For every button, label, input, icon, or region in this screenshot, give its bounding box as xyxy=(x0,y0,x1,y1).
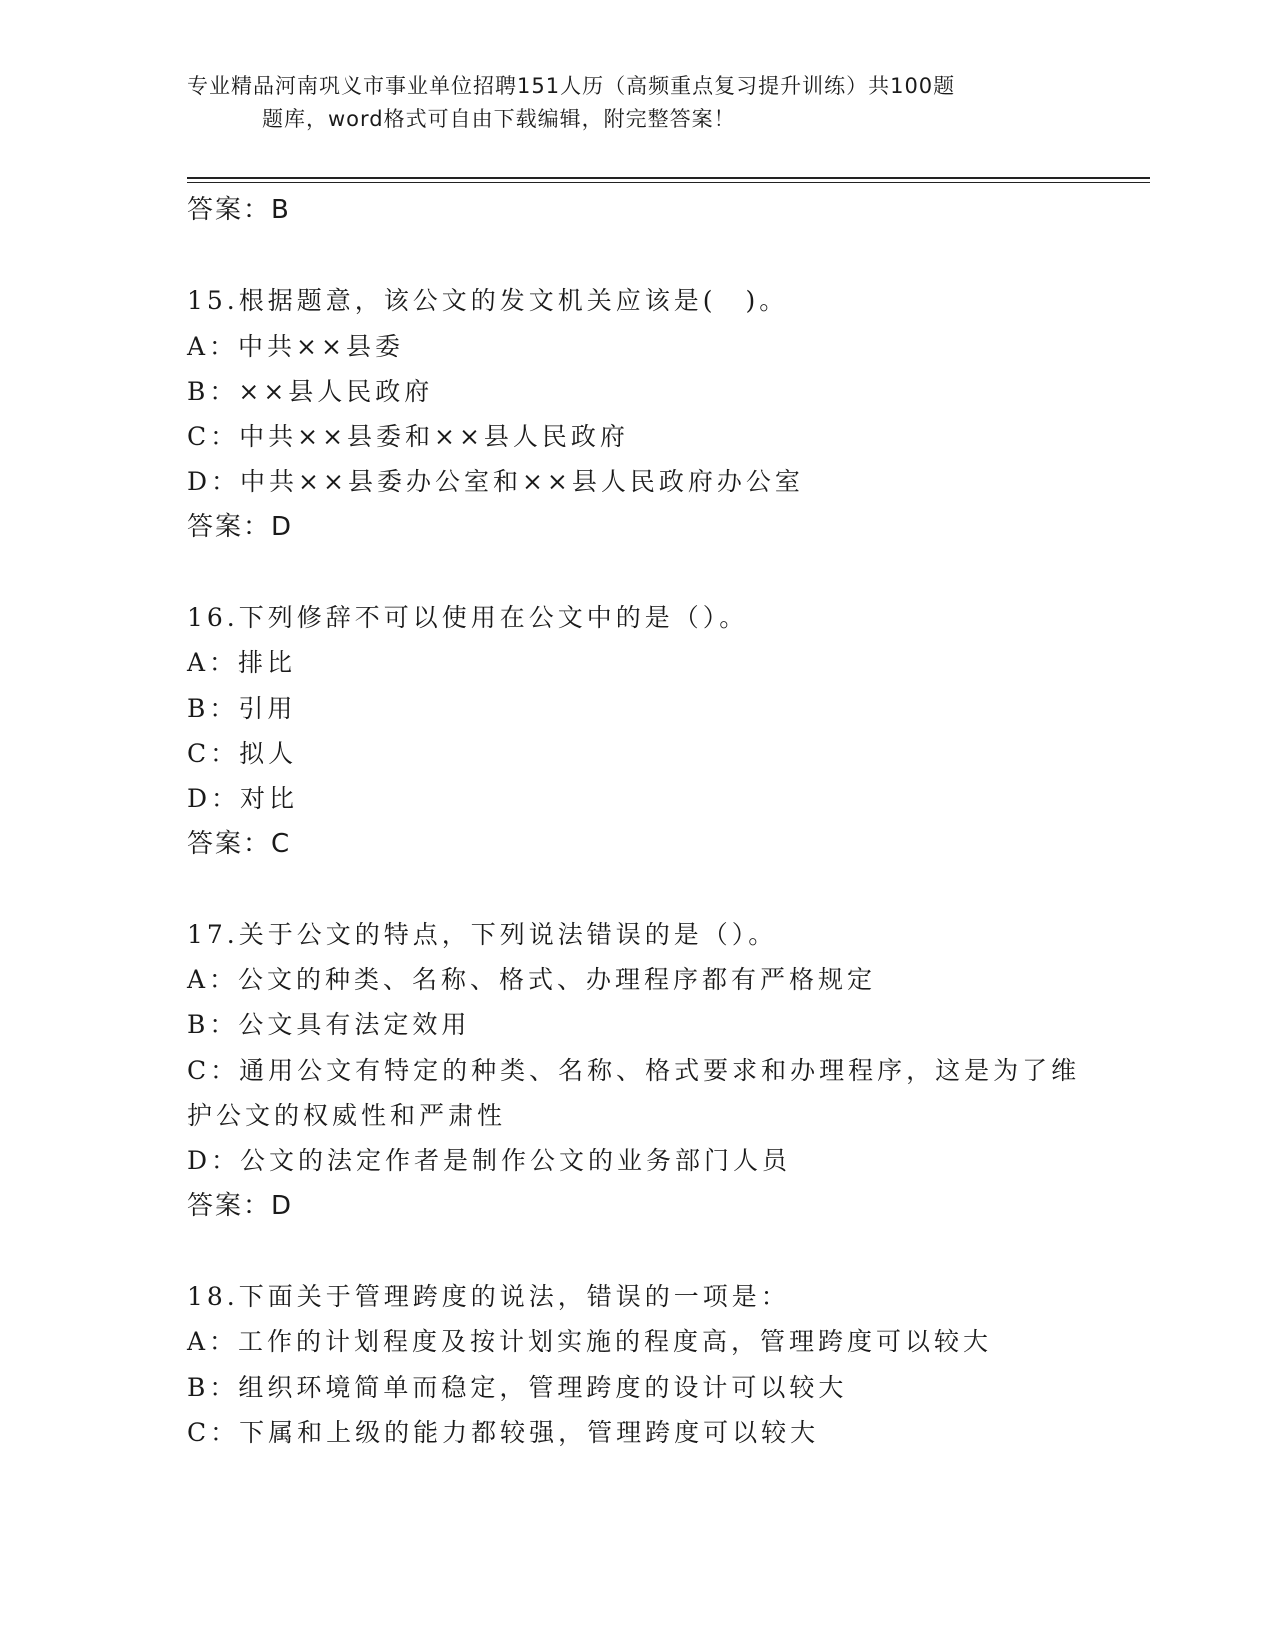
spacer xyxy=(187,1229,1087,1274)
option-c: C：拟人 xyxy=(187,738,298,768)
question-stem: 17.关于公文的特点，下列说法错误的是（）。 xyxy=(187,919,778,949)
option-c: C：下属和上级的能力都较强，管理跨度可以较大 xyxy=(187,1417,820,1447)
spacer xyxy=(187,233,1087,278)
answer-line: 答案：B xyxy=(187,195,291,225)
header-title-line1: 专业精品河南巩义市事业单位招聘151人历（高频重点复习提升训练）共100题 xyxy=(187,74,956,98)
option-d: D：公文的法定作者是制作公文的业务部门人员 xyxy=(187,1146,792,1176)
option-c: C：通用公文有特定的种类、名称、格式要求和办理程序，这是为了维 xyxy=(187,1055,1081,1085)
answer-line: 答案：C xyxy=(187,828,292,859)
answer-line: 答案：D xyxy=(187,511,294,542)
question-stem: 16.下列修辞不可以使用在公文中的是（）。 xyxy=(187,603,749,633)
question-content xyxy=(187,188,1087,1455)
option-a: A：排比 xyxy=(187,648,297,678)
spacer xyxy=(187,867,1087,912)
header-divider-thin xyxy=(187,182,1150,183)
option-b: B：××县人民政府 xyxy=(187,376,434,406)
header-divider-thick xyxy=(187,177,1150,179)
option-a: A：工作的计划程度及按计划实施的程度高，管理跨度可以较大 xyxy=(187,1327,993,1357)
answer-line: 答案：D xyxy=(187,1190,294,1221)
question-block-18 xyxy=(187,1274,1087,1455)
header-title-line2: 题库，word格式可自由下载编辑，附完整答案！ xyxy=(262,107,736,131)
question-block-15 xyxy=(187,278,1087,550)
question-stem: 15.根据题意，该公文的发文机关应该是( )。 xyxy=(187,286,789,316)
option-b: B：引用 xyxy=(187,693,297,723)
page-header xyxy=(187,70,1087,136)
option-b: B：组织环境简单而稳定，管理跨度的设计可以较大 xyxy=(187,1372,848,1402)
option-a: A：中共××县委 xyxy=(187,331,404,361)
option-d: D：中共××县委办公室和××县人民政府办公室 xyxy=(187,467,804,497)
question-block-17 xyxy=(187,912,1087,1229)
question-block-16 xyxy=(187,595,1087,867)
option-b: B：公文具有法定效用 xyxy=(187,1010,471,1040)
question-stem: 18.下面关于管理跨度的说法，错误的一项是： xyxy=(187,1281,790,1311)
spacer xyxy=(187,550,1087,595)
option-c-continued: 护公文的权威性和严肃性 xyxy=(187,1101,507,1131)
option-c: C：中共××县委和××县人民政府 xyxy=(187,422,629,452)
option-a: A：公文的种类、名称、格式、办理程序都有严格规定 xyxy=(187,965,877,995)
option-d: D：对比 xyxy=(187,784,299,814)
